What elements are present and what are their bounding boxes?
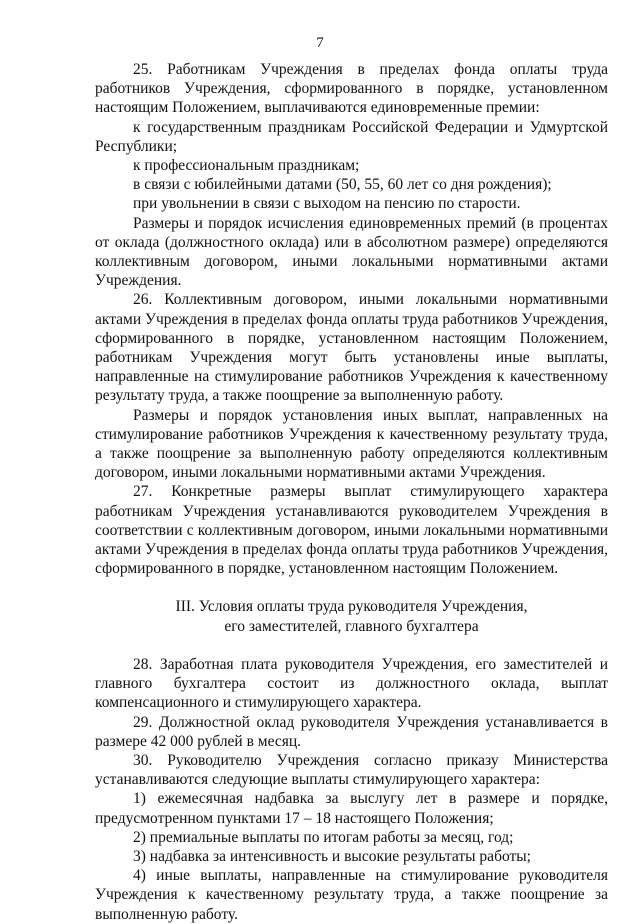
section-heading-line-2: его заместителей, главного бухгалтера xyxy=(224,617,479,635)
paragraph-28: 28. Заработная плата руководителя Учреждения, его заместителей и главного бухгалтера состоит из должностного оклада, выплат компенсационного и стимулирующего характера. xyxy=(95,655,608,712)
list-item-anniversaries: в связи с юбилейными датами (50, 55, 60 лет со дня рождения); xyxy=(133,176,552,194)
section-heading-line-1: III. Условия оплаты труда руководителя Учреждения, xyxy=(175,598,528,616)
section-spacer xyxy=(95,636,608,655)
paragraph-30: 30. Руководителю Учреждения согласно приказу Министерства устанавливаются следующие выплаты стимулирующего характера: xyxy=(95,751,608,789)
paragraph-bonus-size: Размеры и порядок исчисления единовременных премий (в процентах от оклада (должностного оклада) или в абсолютном размере) определяются коллективным договором, иными локальными нормативными актами Учреждения. xyxy=(95,214,608,290)
list-item-2: 2) премиальные выплаты по итогам работы за месяц, год; xyxy=(133,828,514,846)
paragraph-other-payments-size: Размеры и порядок установления иных выплат, направленных на стимулирование работников Учреждения к качественному результату труда, а также поощрение за выполненную работу определяются коллективным договором, иными локальными нормативными актами Учреждения. xyxy=(95,406,608,482)
paragraph-27: 27. Конкретные размеры выплат стимулирующего характера работникам Учреждения устанавливаются руководителем Учреждения в соответствии с коллективным договором, иными локальными нормативными актами Учреждения в пределах фонда оплаты труда работников Учреждения, сформированного в порядке, установленном настоящим Положением. xyxy=(95,483,608,578)
section-heading xyxy=(95,597,608,635)
paragraph-29: 29. Должностной оклад руководителя Учреждения устанавливается в размере 42 000 рублей в месяц. xyxy=(95,713,608,750)
paragraph-26: 26. Коллективным договором, иными локальными нормативными актами Учреждения в пределах фонда оплаты труда работников Учреждения, сформированного в порядке, установленном настоящим Положением, работникам Учреждения могут быть установлены иные выплаты, направленные на стимулирование работников Учреждения к качественному результату труда, а также поощрение за выполненную работу. xyxy=(95,291,608,405)
list-item-retirement: при увольнении в связи с выходом на пенсию по старости. xyxy=(133,195,521,213)
list-item-professional-holidays: к профессиональным праздникам; xyxy=(133,157,360,175)
list-item-3: 3) надбавка за интенсивность и высокие результаты работы; xyxy=(133,847,531,865)
document-body xyxy=(95,60,608,924)
list-item-state-holidays: к государственным праздникам Российской Федерации и Удмуртской Республики; xyxy=(95,118,608,155)
list-item-4: 4) иные выплаты, направленные на стимулирование руководителя Учреждения к качественному результату труда, а также поощрение за выполненную работу. xyxy=(95,867,608,923)
paragraph-25: 25. Работникам Учреждения в пределах фонда оплаты труда работников Учреждения, сформированного в порядке, установленном настоящим Положением, выплачиваются единовременные премии: xyxy=(95,61,608,117)
page-number: 7 xyxy=(316,35,324,51)
list-item-1: 1) ежемесячная надбавка за выслугу лет в размере и порядке, предусмотренном пунктами 17 – 18 настоящего Положения; xyxy=(95,790,608,827)
